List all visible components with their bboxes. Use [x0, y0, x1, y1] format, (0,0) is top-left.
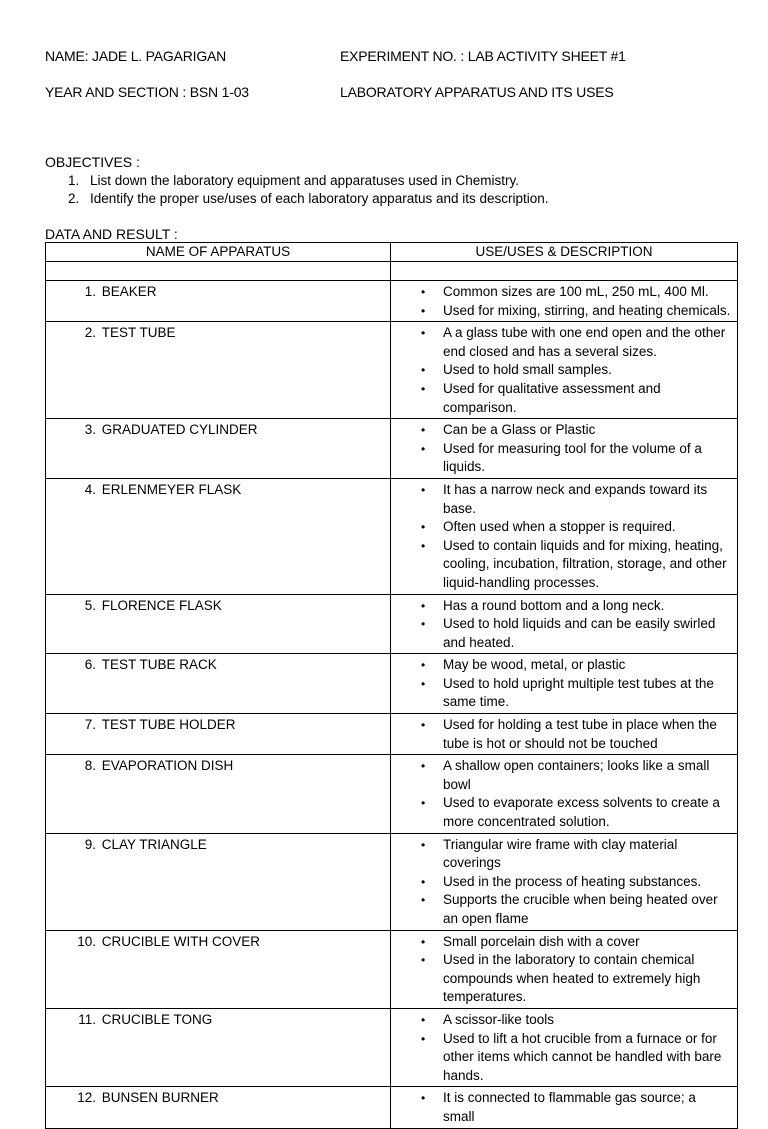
uses-cell [391, 833, 738, 930]
use-item: • Used for measuring tool for the volume of a liquids. [391, 440, 737, 477]
apparatus-label: CRUCIBLE TONG [101, 1011, 213, 1027]
table-row [46, 654, 738, 714]
uses-list [391, 419, 737, 478]
apparatus-cell [46, 322, 391, 419]
apparatus-name [46, 714, 390, 734]
apparatus-number: 2. [84, 325, 96, 341]
apparatus-name [46, 755, 390, 775]
use-item: • A shallow open containers; looks like a small bowl [391, 757, 737, 794]
use-item: • Small porcelain dish with a cover [391, 933, 737, 952]
data-result-heading: DATA AND RESULT : [45, 226, 178, 242]
objective-item [45, 172, 549, 190]
use-item: • Used to hold upright multiple test tubes at the same time. [391, 675, 737, 712]
apparatus-name [46, 1087, 390, 1107]
table-row [46, 478, 738, 594]
objective-text: Identify the proper use/uses of each laboratory apparatus and its description. [90, 191, 549, 206]
use-item: • A a glass tube with one end open and the other end closed and has a several sizes. [391, 324, 737, 361]
uses-list [391, 595, 737, 654]
apparatus-number: 4. [84, 481, 96, 497]
apparatus-cell [46, 419, 391, 479]
uses-list [391, 322, 737, 418]
uses-cell [391, 594, 738, 654]
use-item: • A scissor-like tools [391, 1011, 737, 1030]
apparatus-label: CLAY TRIANGLE [101, 836, 207, 852]
use-item: • Used in the laboratory to contain chemical compounds when heated to extremely high temperatures. [391, 951, 737, 1007]
use-item: • Has a round bottom and a long neck. [391, 597, 737, 616]
uses-list [391, 931, 737, 1008]
apparatus-cell [46, 1087, 391, 1128]
uses-list [391, 755, 737, 832]
uses-list [391, 479, 737, 594]
apparatus-label: BEAKER [101, 284, 157, 299]
table-spacer-row [46, 262, 738, 281]
use-item: • Often used when a stopper is required. [391, 518, 737, 537]
table-row [46, 833, 738, 930]
use-item: • Used for qualitative assessment and comparison. [391, 380, 737, 417]
objective-item [45, 190, 549, 208]
document-title: LABORATORY APPARATUS AND ITS USES [340, 84, 614, 100]
use-item: • Used to hold liquids and can be easily swirled and heated. [391, 615, 737, 652]
uses-list [391, 1009, 737, 1086]
uses-list [391, 834, 737, 930]
apparatus-number: 11. [78, 1011, 96, 1027]
table-row [46, 755, 738, 833]
use-item: • Common sizes are 100 mL, 250 mL, 400 Ml. [391, 283, 737, 302]
objective-text: List down the laboratory equipment and apparatuses used in Chemistry. [90, 173, 519, 188]
apparatus-number: 6. [84, 657, 96, 673]
use-item: • Used for mixing, stirring, and heating chemicals. [391, 302, 737, 321]
apparatus-cell [46, 654, 391, 714]
uses-list [391, 281, 737, 321]
uses-cell [391, 419, 738, 479]
apparatus-number: 10. [77, 933, 96, 949]
apparatus-name [46, 834, 390, 854]
apparatus-number: 3. [84, 422, 96, 438]
apparatus-name [46, 654, 390, 674]
apparatus-name [46, 479, 390, 499]
uses-cell [391, 755, 738, 833]
apparatus-label: FLORENCE FLASK [101, 597, 222, 613]
table-row [46, 419, 738, 479]
use-item: • Used for holding a test tube in place when the tube is hot or should not be touched [391, 716, 737, 753]
apparatus-label: ERLENMEYER FLASK [101, 481, 242, 497]
uses-cell [391, 281, 738, 322]
column-header-apparatus: NAME OF APPARATUS [46, 243, 391, 262]
table-row [46, 322, 738, 419]
use-item: • Used in the process of heating substances. [391, 873, 737, 892]
use-item: • Used to evaporate excess solvents to create a more concentrated solution. [391, 794, 737, 831]
objective-number: 2. [68, 191, 80, 206]
use-item: • May be wood, metal, or plastic [391, 656, 737, 675]
apparatus-number: 9. [84, 836, 96, 852]
use-item: • It is connected to flammable gas source; a small [391, 1089, 737, 1126]
apparatus-cell [46, 281, 391, 322]
use-item: • Used to lift a hot crucible from a furnace or for other items which cannot be handled with bare hands. [391, 1030, 737, 1086]
apparatus-label: TEST TUBE HOLDER [101, 717, 236, 733]
uses-cell [391, 1087, 738, 1128]
apparatus-name [46, 281, 390, 301]
apparatus-label: EVAPORATION DISH [101, 758, 234, 774]
apparatus-name [46, 1009, 390, 1029]
table-row [46, 281, 738, 322]
table-row [46, 714, 738, 755]
use-item: • Used to hold small samples. [391, 361, 737, 380]
apparatus-name [46, 931, 390, 951]
uses-cell [391, 1008, 738, 1086]
apparatus-label: BUNSEN BURNER [101, 1090, 219, 1106]
objectives-heading: OBJECTIVES : [45, 154, 140, 170]
table-row [46, 1008, 738, 1086]
uses-list [391, 714, 737, 754]
table-row [46, 930, 738, 1008]
apparatus-cell [46, 478, 391, 594]
experiment-number: EXPERIMENT NO. : LAB ACTIVITY SHEET #1 [340, 48, 626, 64]
apparatus-cell [46, 1008, 391, 1086]
apparatus-cell [46, 714, 391, 755]
apparatus-number: 1. [84, 284, 96, 299]
apparatus-cell [46, 930, 391, 1008]
apparatus-label: TEST TUBE RACK [101, 657, 217, 673]
column-header-uses: USE/USES & DESCRIPTION [391, 243, 738, 262]
student-name: NAME: JADE L. PAGARIGAN [45, 48, 227, 64]
apparatus-name [46, 595, 390, 615]
year-section: YEAR AND SECTION : BSN 1-03 [45, 84, 249, 100]
use-item: • Used to contain liquids and for mixing, heating, cooling, incubation, filtration, storage, and other liquid-handling processes. [391, 537, 737, 593]
uses-cell [391, 930, 738, 1008]
apparatus-cell [46, 594, 391, 654]
uses-cell [391, 478, 738, 594]
apparatus-number: 12. [77, 1090, 96, 1106]
table-header-row [46, 243, 738, 262]
objectives-list [45, 172, 549, 208]
apparatus-label: CRUCIBLE WITH COVER [101, 933, 261, 949]
apparatus-label: GRADUATED CYLINDER [101, 422, 258, 438]
use-item: • Supports the crucible when being heated over an open flame [391, 891, 737, 928]
uses-list [391, 1087, 737, 1127]
use-item: • Can be a Glass or Plastic [391, 421, 737, 440]
apparatus-cell [46, 755, 391, 833]
apparatus-name [46, 419, 390, 439]
uses-cell [391, 654, 738, 714]
apparatus-label: TEST TUBE [101, 325, 176, 341]
apparatus-number: 7. [84, 717, 96, 733]
apparatus-table [45, 242, 738, 1129]
apparatus-number: 8. [84, 758, 96, 774]
uses-list [391, 654, 737, 713]
use-item: • It has a narrow neck and expands toward its base. [391, 481, 737, 518]
apparatus-name [46, 322, 390, 342]
uses-cell [391, 322, 738, 419]
table-row [46, 594, 738, 654]
table-row [46, 1087, 738, 1128]
apparatus-cell [46, 833, 391, 930]
uses-cell [391, 714, 738, 755]
apparatus-number: 5. [84, 597, 96, 613]
objective-number: 1. [68, 173, 80, 188]
use-item: • Triangular wire frame with clay material coverings [391, 836, 737, 873]
